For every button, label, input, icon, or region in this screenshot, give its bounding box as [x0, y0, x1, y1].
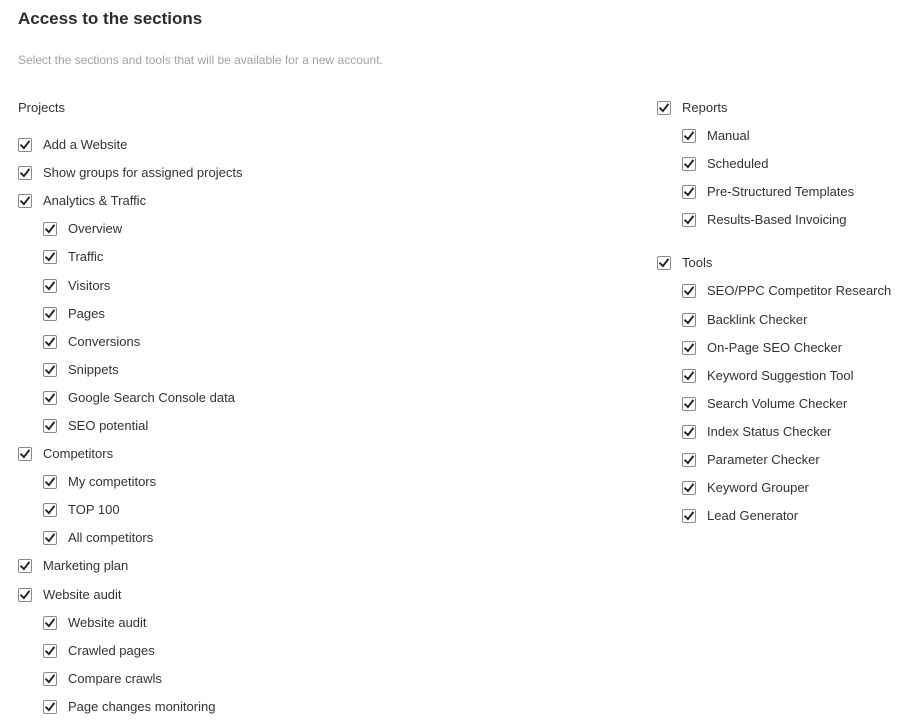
checkbox-label: Traffic: [68, 249, 104, 265]
checkbox-row-seo-potential[interactable]: [18, 412, 242, 440]
checkbox-row-show-groups-for-assigned-projects[interactable]: [18, 159, 242, 187]
overview-checkbox[interactable]: [43, 222, 57, 236]
checkbox-label: Index Status Checker: [707, 423, 832, 439]
checkbox-row-my-competitors[interactable]: [18, 468, 242, 496]
checkbox-label: Scheduled: [707, 156, 769, 172]
checkmark-icon: [20, 561, 30, 571]
checkbox-row-marketing-plan[interactable]: [18, 552, 242, 580]
checkbox-label: Analytics & Traffic: [43, 193, 147, 209]
checkbox-row-parameter-checker[interactable]: [657, 446, 891, 474]
projects-group-label: Projects: [18, 100, 65, 115]
tools-checkbox-row[interactable]: [657, 254, 891, 272]
checkbox-row-backlink-checker[interactable]: [657, 305, 891, 333]
compare-crawls-checkbox[interactable]: [43, 672, 57, 686]
traffic-checkbox[interactable]: [43, 250, 57, 264]
tools-group-label: Tools: [682, 255, 713, 271]
checkbox-label: Overview: [68, 221, 123, 237]
checkbox-label: Compare crawls: [68, 670, 162, 686]
checkmark-icon: [684, 427, 694, 437]
snippets-checkbox[interactable]: [43, 363, 57, 377]
checkbox-row-seo-ppc-competitor-research[interactable]: [657, 277, 891, 305]
checkbox-label: My competitors: [68, 474, 157, 490]
checkmark-icon: [684, 483, 694, 493]
reports-block: [657, 99, 891, 234]
reports-tools-section: [657, 99, 891, 530]
checkbox-row-lead-generator[interactable]: [657, 502, 891, 530]
manual-checkbox[interactable]: [682, 129, 696, 143]
checkbox-label: Backlink Checker: [707, 311, 808, 327]
checkbox-label: Parameter Checker: [707, 451, 820, 467]
checkbox-label: All competitors: [68, 530, 154, 546]
visitors-checkbox[interactable]: [43, 279, 57, 293]
checkbox-label: Crawled pages: [68, 642, 155, 658]
reports-group-label: Reports: [682, 100, 728, 115]
checkmark-icon: [45, 224, 55, 234]
checkmark-icon: [45, 252, 55, 262]
checkbox-label: Search Volume Checker: [707, 395, 848, 411]
checkbox-row-add-a-website[interactable]: [18, 131, 242, 159]
reports-checkbox[interactable]: [657, 101, 671, 115]
checkbox-row-manual[interactable]: [657, 122, 891, 150]
checkbox-label: SEO/PPC Competitor Research: [707, 283, 892, 299]
top-100-checkbox[interactable]: [43, 503, 57, 517]
checkbox-row-website-audit[interactable]: [18, 581, 242, 609]
checkmark-icon: [45, 674, 55, 684]
checkbox-label: SEO potential: [68, 417, 149, 433]
checkbox-row-search-volume-checker[interactable]: [657, 390, 891, 418]
checkbox-row-competitors[interactable]: [18, 440, 242, 468]
checkmark-icon: [684, 343, 694, 353]
checkbox-label: TOP 100: [68, 502, 120, 518]
website-audit-checkbox[interactable]: [18, 588, 32, 602]
checkmark-icon: [45, 393, 55, 403]
checkmark-icon: [684, 455, 694, 465]
analytics-and-traffic-checkbox[interactable]: [18, 194, 32, 208]
checkmark-icon: [684, 511, 694, 521]
checkmark-icon: [659, 258, 669, 268]
pre-structured-templates-checkbox[interactable]: [682, 185, 696, 199]
checkbox-row-conversions[interactable]: [18, 328, 242, 356]
checkbox-row-all-competitors[interactable]: [18, 524, 242, 552]
pages-checkbox[interactable]: [43, 307, 57, 321]
checkbox-row-keyword-grouper[interactable]: [657, 474, 891, 502]
checkbox-row-overview[interactable]: [18, 215, 242, 243]
backlink-checker-checkbox[interactable]: [682, 313, 696, 327]
checkbox-label: Keyword Suggestion Tool: [707, 367, 854, 383]
conversions-checkbox[interactable]: [43, 335, 57, 349]
results-based-invoicing-checkbox[interactable]: [682, 213, 696, 227]
checkbox-label: Competitors: [43, 446, 114, 462]
checkbox-row-snippets[interactable]: [18, 356, 242, 384]
checkmark-icon: [45, 505, 55, 515]
checkbox-label: Manual: [707, 128, 750, 144]
website-audit-checkbox[interactable]: [43, 616, 57, 630]
crawled-pages-checkbox[interactable]: [43, 644, 57, 658]
checkbox-label: Pre-Structured Templates: [707, 184, 855, 200]
projects-list: [18, 131, 242, 721]
checkbox-label: Marketing plan: [43, 558, 129, 574]
checkbox-label: Website audit: [43, 586, 122, 602]
checkmark-icon: [45, 337, 55, 347]
projects-section: [18, 99, 242, 721]
all-competitors-checkbox[interactable]: [43, 531, 57, 545]
parameter-checker-checkbox[interactable]: [682, 453, 696, 467]
checkmark-icon: [684, 187, 694, 197]
checkbox-label: Website audit: [68, 614, 147, 630]
checkbox-label: Add a Website: [43, 137, 128, 153]
checkmark-icon: [45, 309, 55, 319]
page-subtitle: Select the sections and tools that will be available for a new account.: [18, 53, 383, 67]
tools-list: [657, 277, 891, 530]
checkmark-icon: [684, 315, 694, 325]
checkmark-icon: [45, 477, 55, 487]
checkbox-row-scheduled[interactable]: [657, 150, 891, 178]
checkmark-icon: [684, 286, 694, 296]
checkmark-icon: [45, 646, 55, 656]
tools-block: [657, 254, 891, 530]
seo-potential-checkbox[interactable]: [43, 419, 57, 433]
checkbox-row-website-audit[interactable]: [18, 609, 242, 637]
checkbox-row-visitors[interactable]: [18, 271, 242, 299]
checkbox-row-traffic[interactable]: [18, 243, 242, 271]
scheduled-checkbox[interactable]: [682, 157, 696, 171]
keyword-suggestion-tool-checkbox[interactable]: [682, 369, 696, 383]
checkbox-row-index-status-checker[interactable]: [657, 418, 891, 446]
tools-checkbox[interactable]: [657, 256, 671, 270]
checkmark-icon: [20, 168, 30, 178]
seo-ppc-competitor-research-checkbox[interactable]: [682, 284, 696, 298]
marketing-plan-checkbox[interactable]: [18, 559, 32, 573]
checkbox-row-results-based-invoicing[interactable]: [657, 206, 891, 234]
checkbox-row-pre-structured-templates[interactable]: [657, 178, 891, 206]
checkmark-icon: [20, 196, 30, 206]
checkmark-icon: [20, 449, 30, 459]
checkbox-label: Page changes monitoring: [68, 698, 216, 714]
checkbox-label: Results-Based Invoicing: [707, 212, 847, 228]
checkmark-icon: [20, 590, 30, 600]
checkbox-row-top-100[interactable]: [18, 496, 242, 524]
page-title: Access to the sections: [18, 9, 203, 28]
checkmark-icon: [45, 618, 55, 628]
checkbox-row-analytics-and-traffic[interactable]: [18, 187, 242, 215]
search-volume-checker-checkbox[interactable]: [682, 397, 696, 411]
checkbox-label: Pages: [68, 305, 105, 321]
checkmark-icon: [684, 215, 694, 225]
checkmark-icon: [20, 140, 30, 150]
checkbox-label: Keyword Grouper: [707, 480, 809, 496]
index-status-checker-checkbox[interactable]: [682, 425, 696, 439]
checkbox-label: Show groups for assigned projects: [43, 165, 243, 181]
checkmark-icon: [45, 281, 55, 291]
reports-list: [657, 122, 891, 234]
reports-checkbox-row[interactable]: [657, 99, 891, 117]
checkmark-icon: [659, 103, 669, 113]
checkmark-icon: [684, 399, 694, 409]
add-a-website-checkbox[interactable]: [18, 138, 32, 152]
checkmark-icon: [45, 533, 55, 543]
checkmark-icon: [45, 702, 55, 712]
keyword-grouper-checkbox[interactable]: [682, 481, 696, 495]
on-page-seo-checker-checkbox[interactable]: [682, 341, 696, 355]
competitors-checkbox[interactable]: [18, 447, 32, 461]
show-groups-for-assigned-projects-checkbox[interactable]: [18, 166, 32, 180]
checkmark-icon: [684, 159, 694, 169]
checkbox-label: Conversions: [68, 333, 141, 349]
checkmark-icon: [684, 131, 694, 141]
checkbox-label: Google Search Console data: [68, 389, 235, 405]
checkbox-label: Lead Generator: [707, 508, 799, 524]
page-changes-monitoring-checkbox[interactable]: [43, 700, 57, 714]
my-competitors-checkbox[interactable]: [43, 475, 57, 489]
checkbox-row-page-changes-monitoring[interactable]: [18, 693, 242, 721]
checkbox-row-google-search-console-data[interactable]: [18, 384, 242, 412]
checkbox-row-keyword-suggestion-tool[interactable]: [657, 362, 891, 390]
checkbox-row-crawled-pages[interactable]: [18, 637, 242, 665]
checkmark-icon: [45, 365, 55, 375]
checkbox-label: Snippets: [68, 361, 119, 377]
checkbox-row-compare-crawls[interactable]: [18, 665, 242, 693]
checkbox-label: Visitors: [68, 277, 111, 293]
lead-generator-checkbox[interactable]: [682, 509, 696, 523]
checkbox-row-on-page-seo-checker[interactable]: [657, 334, 891, 362]
checkmark-icon: [684, 371, 694, 381]
checkbox-row-pages[interactable]: [18, 300, 242, 328]
checkbox-label: On-Page SEO Checker: [707, 339, 843, 355]
google-search-console-data-checkbox[interactable]: [43, 391, 57, 405]
checkmark-icon: [45, 421, 55, 431]
